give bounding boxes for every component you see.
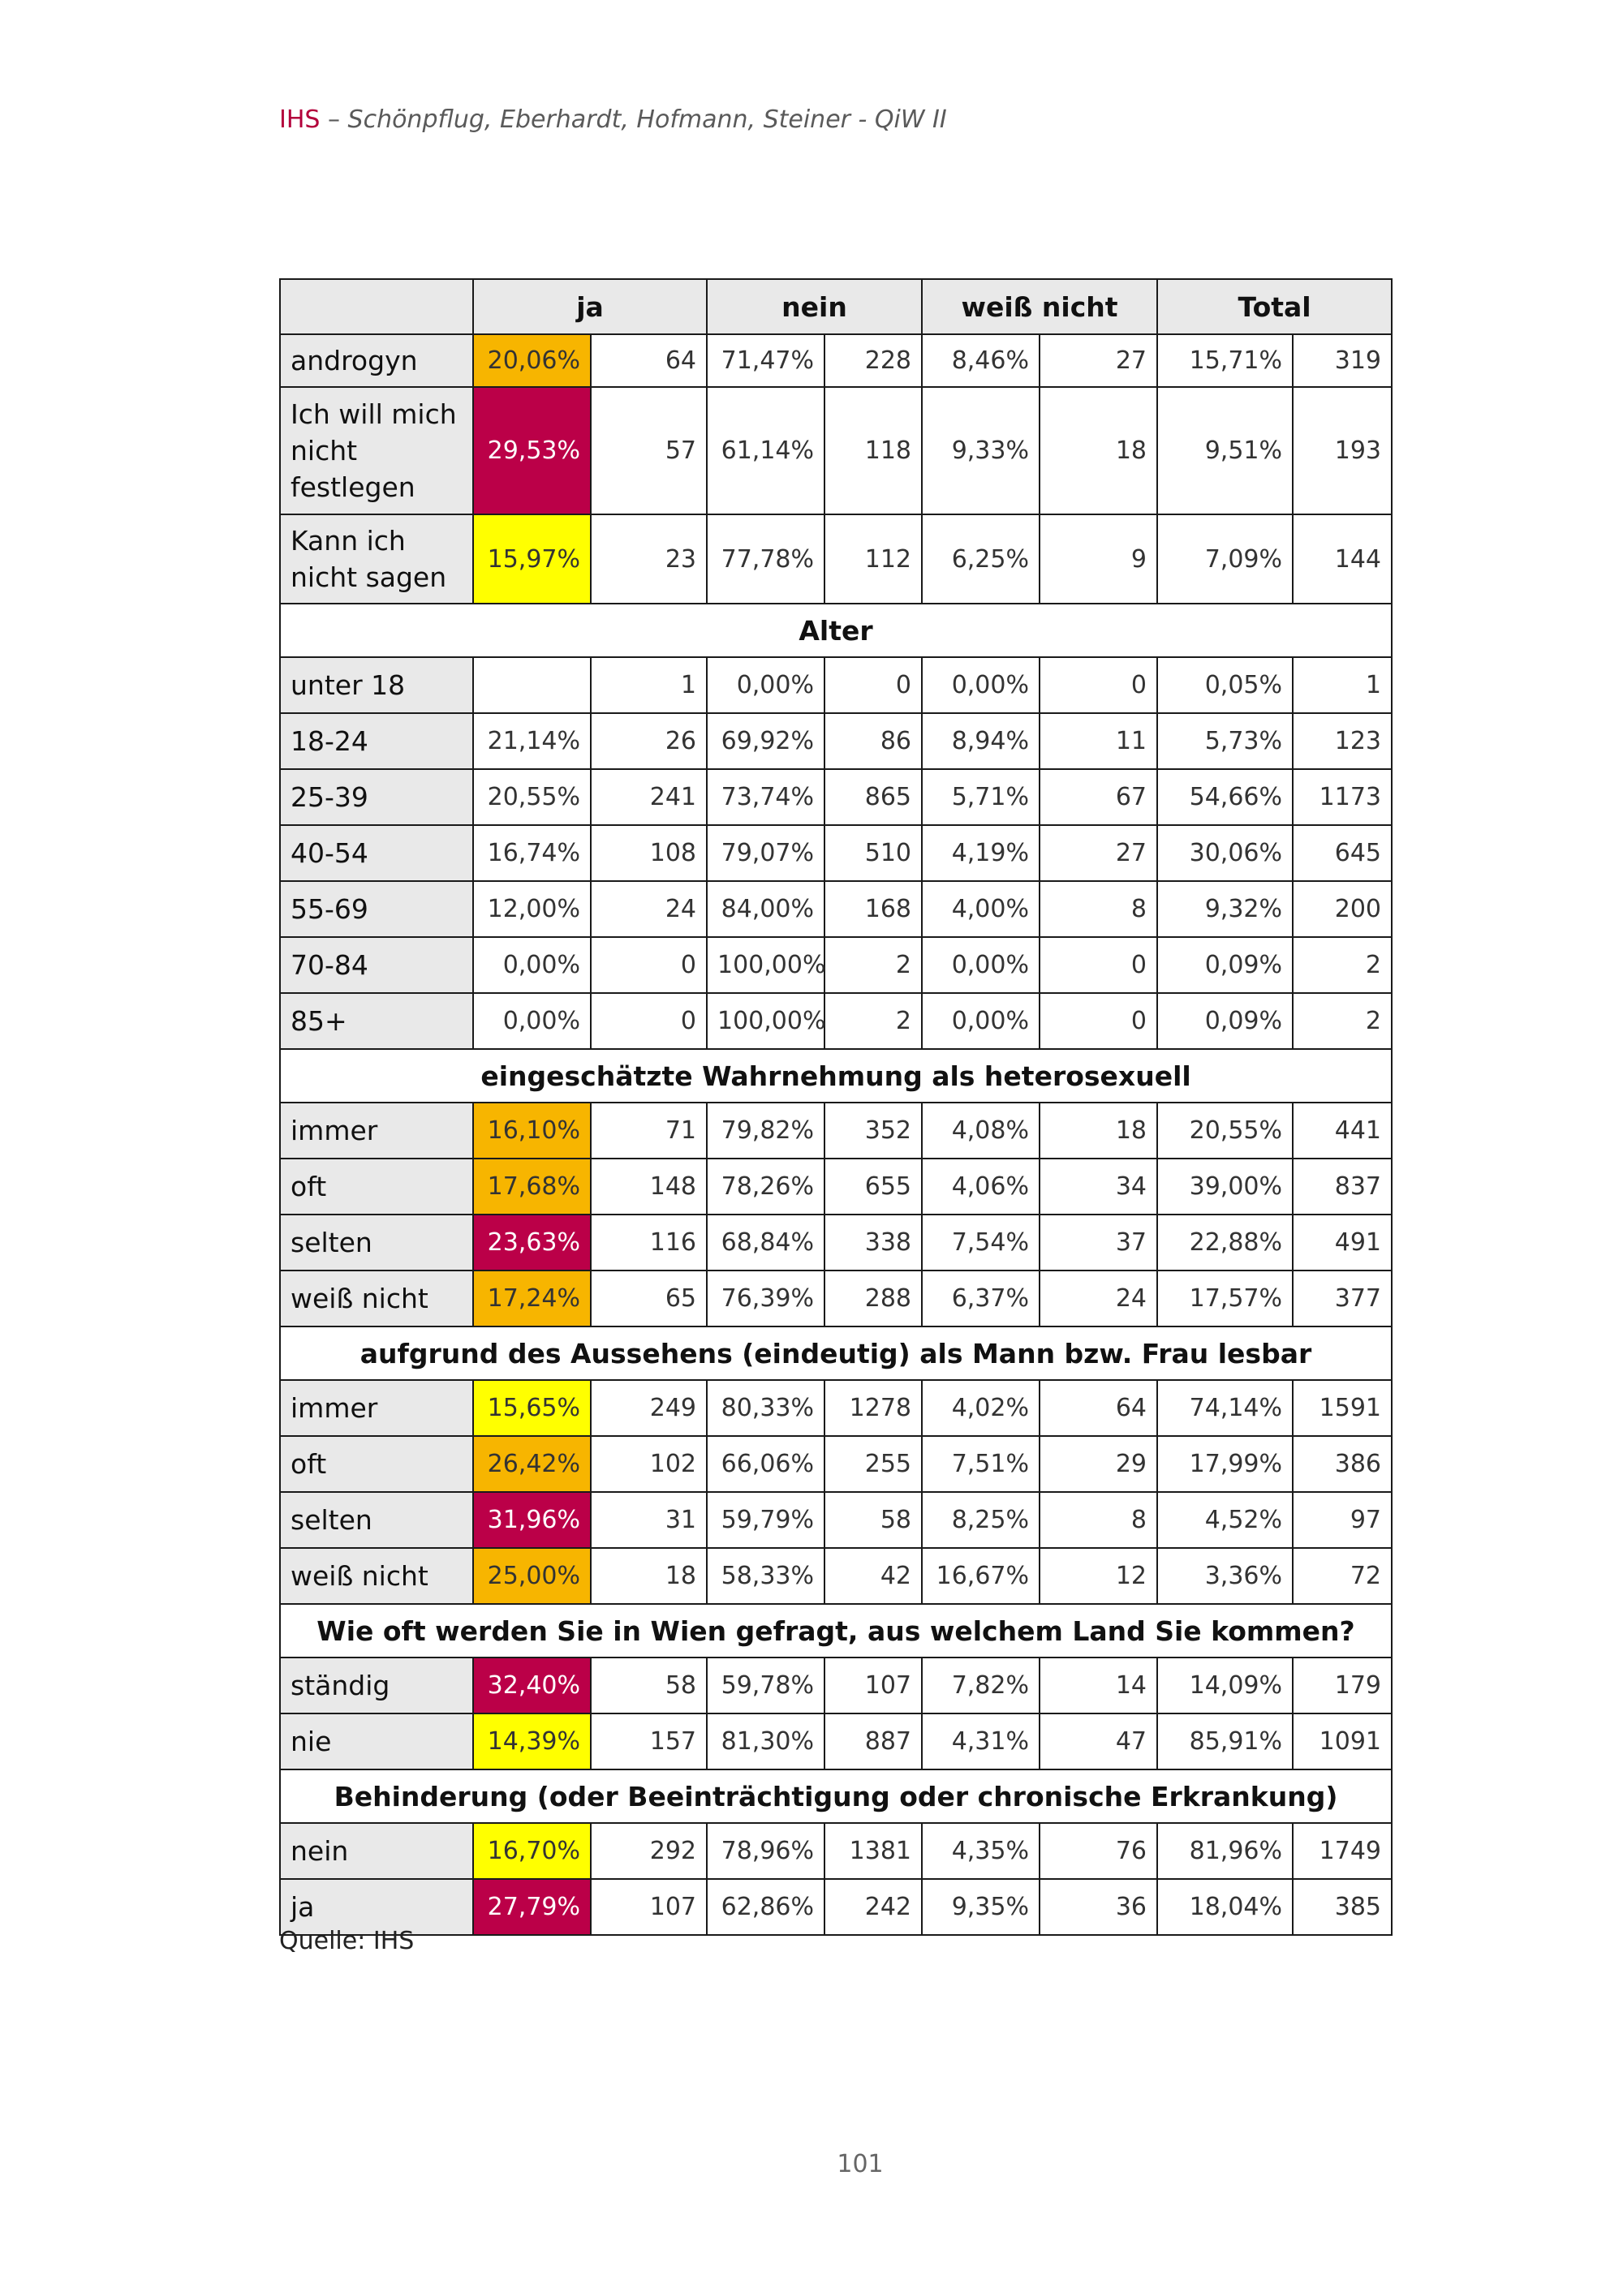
cell-total-percent: 30,06%	[1157, 825, 1293, 881]
row-label: oft	[280, 1159, 473, 1215]
cell-total-percent: 18,04%	[1157, 1879, 1293, 1935]
cell-nein-percent: 100,00%	[707, 993, 824, 1049]
cell-total-percent: 22,88%	[1157, 1215, 1293, 1271]
cell-weiss-nicht-percent: 4,06%	[922, 1159, 1040, 1215]
cell-nein-percent: 61,14%	[707, 387, 824, 514]
cell-ja-count: 57	[591, 387, 707, 514]
cell-ja-count: 65	[591, 1271, 707, 1326]
row-label: Ich will mich nicht festlegen	[280, 387, 473, 514]
cell-ja-percent: 15,97%	[473, 514, 591, 604]
cell-total-percent: 0,09%	[1157, 937, 1293, 993]
cell-ja-percent: 16,10%	[473, 1103, 591, 1159]
cell-nein-percent: 76,39%	[707, 1271, 824, 1326]
cell-ja-percent: 29,53%	[473, 387, 591, 514]
cell-ja-percent: 16,70%	[473, 1823, 591, 1879]
cell-total-percent: 9,32%	[1157, 881, 1293, 937]
cell-total-count: 645	[1293, 825, 1392, 881]
cell-ja-percent: 31,96%	[473, 1492, 591, 1548]
cell-weiss-nicht-percent: 4,35%	[922, 1823, 1040, 1879]
row-label: Kann ich nicht sagen	[280, 514, 473, 604]
cell-nein-count: 655	[824, 1159, 922, 1215]
col-group-ja: ja	[473, 279, 707, 334]
cell-nein-percent: 68,84%	[707, 1215, 824, 1271]
cell-ja-percent: 15,65%	[473, 1380, 591, 1436]
cell-total-count: 193	[1293, 387, 1392, 514]
cell-ja-count: 0	[591, 993, 707, 1049]
row-label: selten	[280, 1215, 473, 1271]
cell-weiss-nicht-count: 11	[1040, 713, 1157, 769]
cell-total-percent: 4,52%	[1157, 1492, 1293, 1548]
table-body	[280, 279, 1392, 1935]
cell-nein-count: 255	[824, 1436, 922, 1492]
header-org: IHS	[279, 105, 321, 134]
cell-total-count: 144	[1293, 514, 1392, 604]
cell-ja-count: 157	[591, 1713, 707, 1769]
table-row	[280, 1658, 1392, 1713]
cell-ja-percent: 27,79%	[473, 1879, 591, 1935]
row-label: nein	[280, 1823, 473, 1879]
cell-total-percent: 81,96%	[1157, 1823, 1293, 1879]
cell-total-count: 1173	[1293, 769, 1392, 825]
cell-ja-percent: 20,06%	[473, 334, 591, 387]
cell-nein-percent: 59,79%	[707, 1492, 824, 1548]
cell-total-percent: 14,09%	[1157, 1658, 1293, 1713]
cell-weiss-nicht-percent: 4,02%	[922, 1380, 1040, 1436]
cell-weiss-nicht-count: 14	[1040, 1658, 1157, 1713]
cell-weiss-nicht-count: 34	[1040, 1159, 1157, 1215]
cell-weiss-nicht-count: 37	[1040, 1215, 1157, 1271]
table-row	[280, 1159, 1392, 1215]
cell-ja-percent: 23,63%	[473, 1215, 591, 1271]
cell-total-percent: 0,05%	[1157, 657, 1293, 713]
row-label: 70-84	[280, 937, 473, 993]
cell-nein-count: 2	[824, 993, 922, 1049]
running-header	[279, 104, 947, 136]
cell-weiss-nicht-count: 24	[1040, 1271, 1157, 1326]
cell-weiss-nicht-count: 0	[1040, 993, 1157, 1049]
cell-nein-percent: 80,33%	[707, 1380, 824, 1436]
cell-total-percent: 74,14%	[1157, 1380, 1293, 1436]
cell-nein-count: 1278	[824, 1380, 922, 1436]
cell-total-count: 1	[1293, 657, 1392, 713]
cell-weiss-nicht-count: 12	[1040, 1548, 1157, 1604]
cell-weiss-nicht-count: 18	[1040, 387, 1157, 514]
cell-nein-percent: 78,96%	[707, 1823, 824, 1879]
cell-ja-count: 0	[591, 937, 707, 993]
cell-weiss-nicht-count: 27	[1040, 825, 1157, 881]
cell-total-percent: 15,71%	[1157, 334, 1293, 387]
cell-weiss-nicht-percent: 16,67%	[922, 1548, 1040, 1604]
cell-weiss-nicht-percent: 0,00%	[922, 937, 1040, 993]
table-header-row	[280, 279, 1392, 334]
section-title: aufgrund des Aussehens (eindeutig) als Mann bzw. Frau lesbar	[280, 1326, 1392, 1380]
cell-weiss-nicht-percent: 8,94%	[922, 713, 1040, 769]
cell-nein-count: 2	[824, 937, 922, 993]
section-header-row	[280, 1604, 1392, 1658]
cell-weiss-nicht-percent: 8,46%	[922, 334, 1040, 387]
cell-ja-count: 58	[591, 1658, 707, 1713]
section-header-row	[280, 1049, 1392, 1103]
cell-weiss-nicht-count: 67	[1040, 769, 1157, 825]
table-row	[280, 1103, 1392, 1159]
table-row	[280, 334, 1392, 387]
cell-nein-count: 887	[824, 1713, 922, 1769]
cell-total-count: 1591	[1293, 1380, 1392, 1436]
cell-nein-count: 288	[824, 1271, 922, 1326]
cell-weiss-nicht-percent: 7,51%	[922, 1436, 1040, 1492]
col-group-total: Total	[1157, 279, 1392, 334]
cell-total-count: 377	[1293, 1271, 1392, 1326]
cell-total-percent: 5,73%	[1157, 713, 1293, 769]
cell-ja-count: 24	[591, 881, 707, 937]
row-label: weiß nicht	[280, 1548, 473, 1604]
cell-nein-percent: 79,07%	[707, 825, 824, 881]
cell-total-percent: 20,55%	[1157, 1103, 1293, 1159]
cell-nein-percent: 78,26%	[707, 1159, 824, 1215]
cell-weiss-nicht-count: 8	[1040, 881, 1157, 937]
cell-nein-percent: 59,78%	[707, 1658, 824, 1713]
cell-weiss-nicht-percent: 7,82%	[922, 1658, 1040, 1713]
cell-ja-count: 107	[591, 1879, 707, 1935]
cell-nein-count: 86	[824, 713, 922, 769]
row-label: androgyn	[280, 334, 473, 387]
cell-total-count: 2	[1293, 993, 1392, 1049]
cell-nein-percent: 84,00%	[707, 881, 824, 937]
cell-weiss-nicht-count: 27	[1040, 334, 1157, 387]
cell-ja-percent: 0,00%	[473, 993, 591, 1049]
cell-ja-count: 241	[591, 769, 707, 825]
cell-weiss-nicht-count: 76	[1040, 1823, 1157, 1879]
cell-ja-count: 31	[591, 1492, 707, 1548]
cell-nein-count: 112	[824, 514, 922, 604]
cell-ja-count: 148	[591, 1159, 707, 1215]
cell-nein-percent: 71,47%	[707, 334, 824, 387]
cell-nein-count: 352	[824, 1103, 922, 1159]
section-header-row	[280, 604, 1392, 657]
row-label: 85+	[280, 993, 473, 1049]
table-row	[280, 514, 1392, 604]
cell-weiss-nicht-percent: 0,00%	[922, 657, 1040, 713]
cell-total-percent: 39,00%	[1157, 1159, 1293, 1215]
cell-nein-percent: 73,74%	[707, 769, 824, 825]
header-empty-cell	[280, 279, 473, 334]
row-label: 55-69	[280, 881, 473, 937]
cell-weiss-nicht-count: 0	[1040, 937, 1157, 993]
table-row	[280, 993, 1392, 1049]
table-row	[280, 657, 1392, 713]
cell-weiss-nicht-percent: 6,37%	[922, 1271, 1040, 1326]
cell-nein-percent: 0,00%	[707, 657, 824, 713]
section-header-row	[280, 1326, 1392, 1380]
row-label: unter 18	[280, 657, 473, 713]
cell-ja-percent: 32,40%	[473, 1658, 591, 1713]
cell-total-count: 386	[1293, 1436, 1392, 1492]
col-group-weiss-nicht: weiß nicht	[922, 279, 1157, 334]
cell-weiss-nicht-percent: 5,71%	[922, 769, 1040, 825]
cell-nein-percent: 62,86%	[707, 1879, 824, 1935]
cell-ja-count: 64	[591, 334, 707, 387]
cell-weiss-nicht-percent: 6,25%	[922, 514, 1040, 604]
cell-nein-count: 168	[824, 881, 922, 937]
cell-nein-count: 338	[824, 1215, 922, 1271]
cell-ja-count: 292	[591, 1823, 707, 1879]
table-row	[280, 1436, 1392, 1492]
cell-weiss-nicht-percent: 4,31%	[922, 1713, 1040, 1769]
cell-ja-percent: 25,00%	[473, 1548, 591, 1604]
cell-ja-percent: 17,68%	[473, 1159, 591, 1215]
table-row	[280, 1548, 1392, 1604]
cell-weiss-nicht-percent: 4,00%	[922, 881, 1040, 937]
cell-ja-count: 23	[591, 514, 707, 604]
cell-total-percent: 9,51%	[1157, 387, 1293, 514]
cell-ja-percent: 20,55%	[473, 769, 591, 825]
cell-nein-count: 118	[824, 387, 922, 514]
cell-ja-count: 116	[591, 1215, 707, 1271]
cell-total-count: 319	[1293, 334, 1392, 387]
row-label: ständig	[280, 1658, 473, 1713]
cell-total-count: 123	[1293, 713, 1392, 769]
cell-weiss-nicht-count: 8	[1040, 1492, 1157, 1548]
cell-total-count: 837	[1293, 1159, 1392, 1215]
table-row	[280, 1879, 1392, 1935]
cell-total-percent: 7,09%	[1157, 514, 1293, 604]
cell-total-percent: 17,57%	[1157, 1271, 1293, 1326]
section-title: Wie oft werden Sie in Wien gefragt, aus welchem Land Sie kommen?	[280, 1604, 1392, 1658]
cell-weiss-nicht-count: 64	[1040, 1380, 1157, 1436]
cell-nein-percent: 79,82%	[707, 1103, 824, 1159]
row-label: oft	[280, 1436, 473, 1492]
cell-weiss-nicht-count: 47	[1040, 1713, 1157, 1769]
table-row	[280, 387, 1392, 514]
row-label: nie	[280, 1713, 473, 1769]
table-row	[280, 713, 1392, 769]
cell-nein-count: 228	[824, 334, 922, 387]
cell-weiss-nicht-count: 36	[1040, 1879, 1157, 1935]
row-label: 25-39	[280, 769, 473, 825]
cell-ja-percent: 0,00%	[473, 937, 591, 993]
results-table	[279, 278, 1393, 1936]
cell-ja-count: 102	[591, 1436, 707, 1492]
table-row	[280, 825, 1392, 881]
cell-ja-percent: 12,00%	[473, 881, 591, 937]
page-number: 101	[837, 2150, 884, 2178]
cell-total-percent: 85,91%	[1157, 1713, 1293, 1769]
cell-ja-percent: 26,42%	[473, 1436, 591, 1492]
col-group-nein: nein	[707, 279, 922, 334]
cell-total-count: 491	[1293, 1215, 1392, 1271]
section-title: Behinderung (oder Beeinträchtigung oder chronische Erkrankung)	[280, 1769, 1392, 1823]
row-label: weiß nicht	[280, 1271, 473, 1326]
cell-nein-count: 1381	[824, 1823, 922, 1879]
header-dash: –	[320, 105, 348, 134]
row-label: immer	[280, 1103, 473, 1159]
source-note: Quelle: IHS	[279, 1927, 415, 1955]
table-row	[280, 1380, 1392, 1436]
section-title: eingeschätzte Wahrnehmung als heterosexuell	[280, 1049, 1392, 1103]
cell-ja-percent: 16,74%	[473, 825, 591, 881]
cell-total-percent: 17,99%	[1157, 1436, 1293, 1492]
cell-nein-count: 42	[824, 1548, 922, 1604]
row-label: immer	[280, 1380, 473, 1436]
table-row	[280, 1823, 1392, 1879]
cell-ja-percent: 14,39%	[473, 1713, 591, 1769]
cell-weiss-nicht-percent: 4,19%	[922, 825, 1040, 881]
cell-weiss-nicht-percent: 8,25%	[922, 1492, 1040, 1548]
cell-total-percent: 0,09%	[1157, 993, 1293, 1049]
cell-ja-percent: 21,14%	[473, 713, 591, 769]
cell-nein-percent: 66,06%	[707, 1436, 824, 1492]
cell-nein-count: 107	[824, 1658, 922, 1713]
row-label: 18-24	[280, 713, 473, 769]
cell-weiss-nicht-percent: 9,33%	[922, 387, 1040, 514]
cell-nein-count: 510	[824, 825, 922, 881]
table-row	[280, 1713, 1392, 1769]
section-header-row	[280, 1769, 1392, 1823]
cell-ja-count: 18	[591, 1548, 707, 1604]
cell-nein-count: 58	[824, 1492, 922, 1548]
table-row	[280, 769, 1392, 825]
cell-total-percent: 54,66%	[1157, 769, 1293, 825]
cell-total-count: 179	[1293, 1658, 1392, 1713]
cell-total-count: 72	[1293, 1548, 1392, 1604]
row-label: selten	[280, 1492, 473, 1548]
cell-weiss-nicht-count: 9	[1040, 514, 1157, 604]
table-row	[280, 937, 1392, 993]
cell-ja-count: 108	[591, 825, 707, 881]
table-row	[280, 1215, 1392, 1271]
cell-weiss-nicht-count: 29	[1040, 1436, 1157, 1492]
table-row	[280, 881, 1392, 937]
cell-nein-count: 0	[824, 657, 922, 713]
cell-nein-percent: 81,30%	[707, 1713, 824, 1769]
section-title: Alter	[280, 604, 1392, 657]
cell-total-count: 1091	[1293, 1713, 1392, 1769]
cell-nein-percent: 69,92%	[707, 713, 824, 769]
cell-ja-percent	[473, 657, 591, 713]
cell-ja-count: 26	[591, 713, 707, 769]
cell-ja-count: 249	[591, 1380, 707, 1436]
row-label: ja	[280, 1879, 473, 1935]
cell-nein-percent: 100,00%	[707, 937, 824, 993]
cell-total-count: 441	[1293, 1103, 1392, 1159]
header-authors: Schönpflug, Eberhardt, Hofmann, Steiner - QiW II	[347, 105, 947, 134]
cell-weiss-nicht-count: 0	[1040, 657, 1157, 713]
cell-weiss-nicht-percent: 0,00%	[922, 993, 1040, 1049]
cell-total-count: 97	[1293, 1492, 1392, 1548]
cell-ja-percent: 17,24%	[473, 1271, 591, 1326]
cell-total-count: 385	[1293, 1879, 1392, 1935]
table-row	[280, 1492, 1392, 1548]
cell-nein-count: 865	[824, 769, 922, 825]
cell-ja-count: 71	[591, 1103, 707, 1159]
cell-nein-percent: 77,78%	[707, 514, 824, 604]
cell-nein-percent: 58,33%	[707, 1548, 824, 1604]
cell-weiss-nicht-percent: 4,08%	[922, 1103, 1040, 1159]
cell-total-count: 1749	[1293, 1823, 1392, 1879]
cell-nein-count: 242	[824, 1879, 922, 1935]
cell-total-percent: 3,36%	[1157, 1548, 1293, 1604]
row-label: 40-54	[280, 825, 473, 881]
cell-weiss-nicht-percent: 7,54%	[922, 1215, 1040, 1271]
cell-total-count: 2	[1293, 937, 1392, 993]
cell-total-count: 200	[1293, 881, 1392, 937]
cell-weiss-nicht-percent: 9,35%	[922, 1879, 1040, 1935]
table-row	[280, 1271, 1392, 1326]
cell-weiss-nicht-count: 18	[1040, 1103, 1157, 1159]
cell-ja-count: 1	[591, 657, 707, 713]
